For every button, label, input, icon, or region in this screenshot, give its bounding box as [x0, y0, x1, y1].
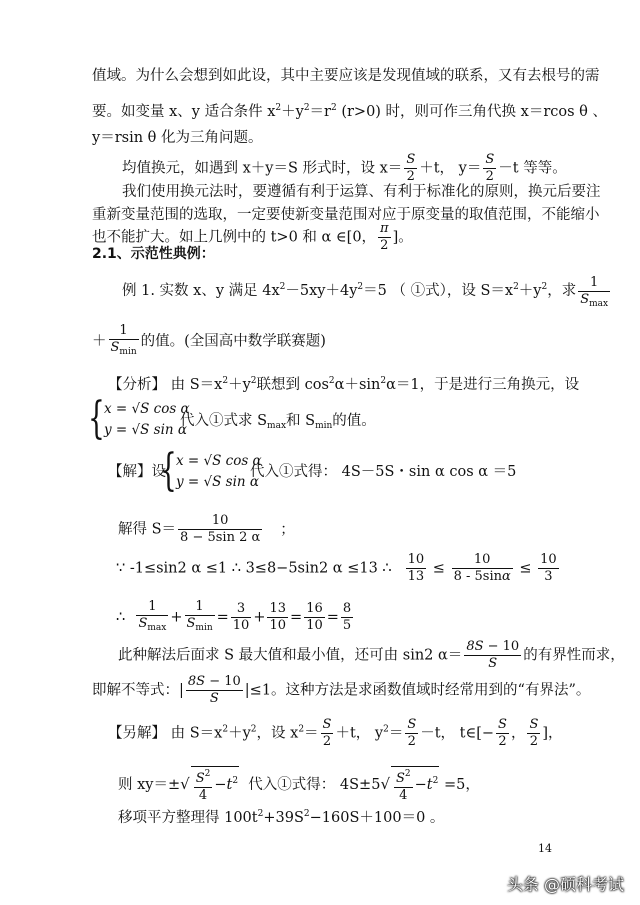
solution-label: 【解】设 [108, 464, 166, 480]
solution-line: 代入①式得： 4S－5S・sin α cos α ＝5 [250, 464, 517, 480]
paragraph-line: 要。如变量 x、y 适合条件 $x^2+y^2=r^2$ (r>0) 时，则可作三角代换 x＝rcos θ 、 [92, 103, 608, 120]
section-heading: 2.1、示范性典例： [92, 246, 215, 262]
paragraph-line: 此种解法后面求 S 最大值和最小值，还可由 sin2 α＝ $\frac{8S - 10}{S}$ 的有界性而求， [118, 639, 625, 671]
analysis-line: 代入①式求 $S_{max}$和 $S_{min}$的值。 [180, 413, 376, 431]
alternate-solution-line: 移项平方整理得 $100t^2+39S^2-160S+100=0$ 。 [118, 809, 445, 826]
system-brace: { [88, 393, 105, 444]
analysis-line: 【分析】 由 $S=x^2+y^2$联想到 $\cos^2\alpha+\sin^2\alpha=1$，于是进行三角换元，设 [108, 376, 580, 393]
paragraph-line: 即解不等式：| $\frac{8S - 10}{S}$ |≤1。这种方法是求函数值域时经常用到的“有界法”。 [92, 674, 591, 706]
result-line: ∴ $\frac{1}{S_{max}}$ + $\frac{1}{S_{min}}$ = $\frac{3}{10}$ + $\frac{13}{10}$ = $\frac{16}{10}$ = $\frac{8}{5}$ [116, 599, 352, 633]
watermark: 头条 @硕科考试 [506, 875, 624, 894]
paragraph-line: 重新变量范围的选取，一定要使新变量范围对应于原变量的取值范围，不能缩小 [92, 207, 600, 223]
page-number: 14 [538, 842, 552, 855]
paragraph-line: 均值换元，如遇到 x＋y＝S 形式时，设 x＝ $\frac{S}{2}$ ＋t， y＝ $\frac{S}{2}$ －t 等等。 [122, 152, 567, 184]
inequality-line: ∵ -1≤sin2 α ≤1 ∴ 3≤8−5sin2 α ≤13 ∴ $\frac{10}{13}$ ≤ $\frac{10}{8 - 5\sin\alpha}$ ≤ $\frac{10}{3}$ [116, 552, 557, 584]
system-brace: { [160, 445, 177, 496]
alternate-solution-line: 则 xy＝±√ $\frac{S^2}{4}$ $-t^2$ 代入①式得： 4S±5√ $\frac{S^2}{4}$ $-t^2 =5$， [118, 766, 480, 803]
paragraph-line: 值域。为什么会想到如此设，其中主要应该是发现值域的联系，又有去根号的需 [92, 68, 600, 84]
substitution-system: x = √S cos α y = √S sin α [176, 453, 262, 490]
paragraph-line: 也不能扩大。如上几例中的 t>0 和 α ∈[0， $\frac{\pi}{2}$ ]。 [92, 221, 413, 253]
example-line: ＋ $\frac{1}{S_{min}}$ 的值。(全国高中数学联赛题) [92, 323, 326, 357]
substitution-system: x = √S cos α y = √S sin α [104, 401, 190, 438]
paragraph-line: y＝rsin θ 化为三角问题。 [92, 130, 263, 146]
solution-line: 解得 S＝ $\frac{10}{8 - 5\sin 2 \alpha}$ ； [118, 513, 295, 545]
paragraph-line: 我们使用换元法时，要遵循有利于运算、有利于标准化的原则，换元后要注 [122, 184, 601, 200]
alternate-solution-line: 【另解】 由 $S=x^2+y^2$，设 $x^2=$ $\frac{S}{2}$ ＋t， $y^2=$ $\frac{S}{2}$ －t， t∈[− $\frac{S}{2}$ ， $\frac{S}{2}$ ]， [108, 717, 563, 749]
example-line: 例 1. 实数 x、y 满足 $4x^2-5xy+4y^2=5$ （ ①式），设 $S=x^2+y^2$，求 $\frac{1}{S_{max}}$ [122, 275, 609, 309]
